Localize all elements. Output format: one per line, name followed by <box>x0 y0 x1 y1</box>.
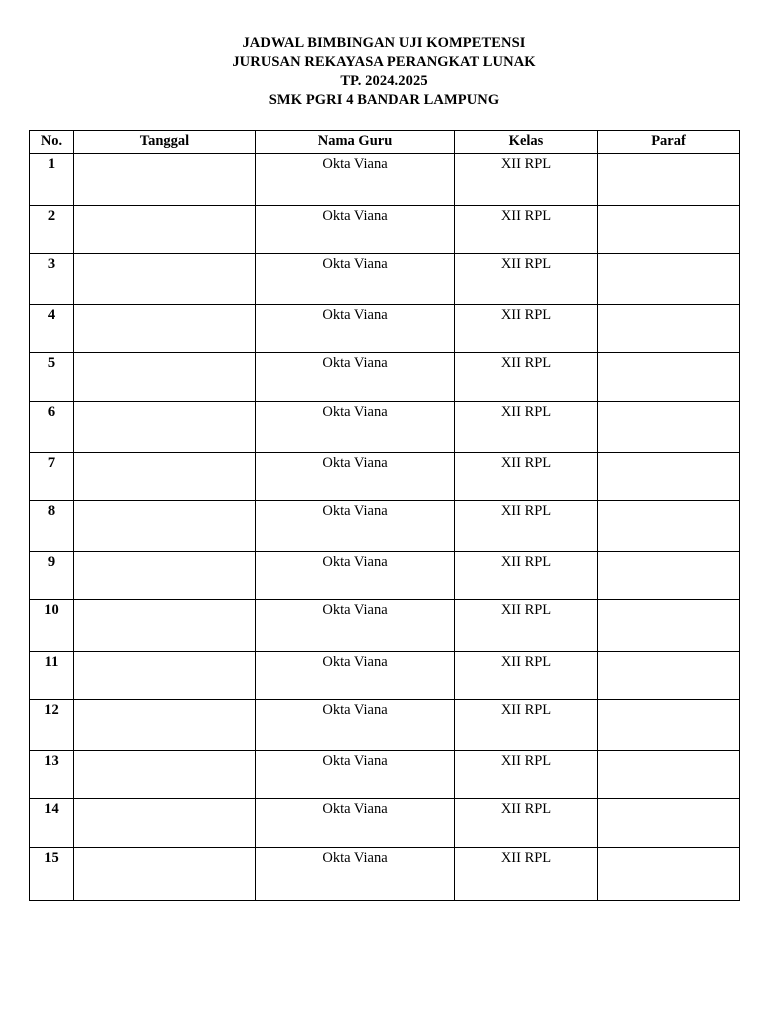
nama-guru-cell: Okta Viana <box>256 700 455 751</box>
row-number: 4 <box>30 305 74 353</box>
column-header-paraf: Paraf <box>598 131 740 154</box>
tanggal-cell <box>74 402 256 453</box>
tanggal-cell <box>74 254 256 305</box>
tanggal-cell <box>74 353 256 402</box>
tanggal-cell <box>74 751 256 799</box>
nama-guru-cell: Okta Viana <box>256 652 455 700</box>
column-header-tanggal: Tanggal <box>74 131 256 154</box>
paraf-cell <box>598 402 740 453</box>
table-row <box>30 254 740 305</box>
row-number: 6 <box>30 402 74 453</box>
table-row <box>30 206 740 254</box>
table-header-row <box>30 131 740 154</box>
kelas-cell: XII RPL <box>455 353 598 402</box>
department-name: JURUSAN REKAYASA PERANGKAT LUNAK <box>232 54 536 70</box>
nama-guru-cell: Okta Viana <box>256 848 455 901</box>
table-row <box>30 402 740 453</box>
table-row <box>30 799 740 848</box>
schedule-table <box>29 130 740 901</box>
paraf-cell <box>598 154 740 206</box>
row-number: 8 <box>30 501 74 552</box>
table-row <box>30 453 740 501</box>
row-number: 10 <box>30 600 74 652</box>
row-number: 13 <box>30 751 74 799</box>
kelas-cell: XII RPL <box>455 652 598 700</box>
tanggal-cell <box>74 848 256 901</box>
kelas-cell: XII RPL <box>455 206 598 254</box>
tanggal-cell <box>74 552 256 600</box>
paraf-cell <box>598 552 740 600</box>
table-row <box>30 751 740 799</box>
nama-guru-cell: Okta Viana <box>256 552 455 600</box>
nama-guru-cell: Okta Viana <box>256 254 455 305</box>
paraf-cell <box>598 799 740 848</box>
kelas-cell: XII RPL <box>455 799 598 848</box>
kelas-cell: XII RPL <box>455 600 598 652</box>
paraf-cell <box>598 254 740 305</box>
paraf-cell <box>598 206 740 254</box>
row-number: 7 <box>30 453 74 501</box>
column-header-nama-guru: Nama Guru <box>256 131 455 154</box>
tanggal-cell <box>74 154 256 206</box>
table-row <box>30 501 740 552</box>
row-number: 14 <box>30 799 74 848</box>
column-header-kelas: Kelas <box>455 131 598 154</box>
row-number: 9 <box>30 552 74 600</box>
nama-guru-cell: Okta Viana <box>256 600 455 652</box>
table-row <box>30 305 740 353</box>
kelas-cell: XII RPL <box>455 848 598 901</box>
kelas-cell: XII RPL <box>455 751 598 799</box>
kelas-cell: XII RPL <box>455 501 598 552</box>
row-number: 2 <box>30 206 74 254</box>
table-row <box>30 552 740 600</box>
row-number: 5 <box>30 353 74 402</box>
paraf-cell <box>598 700 740 751</box>
school-year: TP. 2024.2025 <box>340 73 428 89</box>
kelas-cell: XII RPL <box>455 254 598 305</box>
tanggal-cell <box>74 799 256 848</box>
nama-guru-cell: Okta Viana <box>256 206 455 254</box>
kelas-cell: XII RPL <box>455 453 598 501</box>
row-number: 15 <box>30 848 74 901</box>
row-number: 11 <box>30 652 74 700</box>
nama-guru-cell: Okta Viana <box>256 402 455 453</box>
paraf-cell <box>598 353 740 402</box>
tanggal-cell <box>74 206 256 254</box>
kelas-cell: XII RPL <box>455 700 598 751</box>
tanggal-cell <box>74 700 256 751</box>
paraf-cell <box>598 453 740 501</box>
paraf-cell <box>598 652 740 700</box>
tanggal-cell <box>74 652 256 700</box>
tanggal-cell <box>74 453 256 501</box>
nama-guru-cell: Okta Viana <box>256 799 455 848</box>
document-header <box>0 34 768 110</box>
nama-guru-cell: Okta Viana <box>256 305 455 353</box>
kelas-cell: XII RPL <box>455 154 598 206</box>
table-row <box>30 848 740 901</box>
paraf-cell <box>598 848 740 901</box>
nama-guru-cell: Okta Viana <box>256 453 455 501</box>
nama-guru-cell: Okta Viana <box>256 751 455 799</box>
paraf-cell <box>598 305 740 353</box>
row-number: 1 <box>30 154 74 206</box>
nama-guru-cell: Okta Viana <box>256 501 455 552</box>
paraf-cell <box>598 600 740 652</box>
kelas-cell: XII RPL <box>455 552 598 600</box>
table-row <box>30 600 740 652</box>
document-title: JADWAL BIMBINGAN UJI KOMPETENSI <box>242 35 526 51</box>
table-row <box>30 700 740 751</box>
school-name: SMK PGRI 4 BANDAR LAMPUNG <box>268 92 500 108</box>
tanggal-cell <box>74 600 256 652</box>
table-row <box>30 154 740 206</box>
row-number: 12 <box>30 700 74 751</box>
row-number: 3 <box>30 254 74 305</box>
paraf-cell <box>598 501 740 552</box>
tanggal-cell <box>74 305 256 353</box>
table-row <box>30 353 740 402</box>
column-header-no: No. <box>30 131 74 154</box>
kelas-cell: XII RPL <box>455 402 598 453</box>
tanggal-cell <box>74 501 256 552</box>
table-row <box>30 652 740 700</box>
paraf-cell <box>598 751 740 799</box>
kelas-cell: XII RPL <box>455 305 598 353</box>
nama-guru-cell: Okta Viana <box>256 353 455 402</box>
nama-guru-cell: Okta Viana <box>256 154 455 206</box>
